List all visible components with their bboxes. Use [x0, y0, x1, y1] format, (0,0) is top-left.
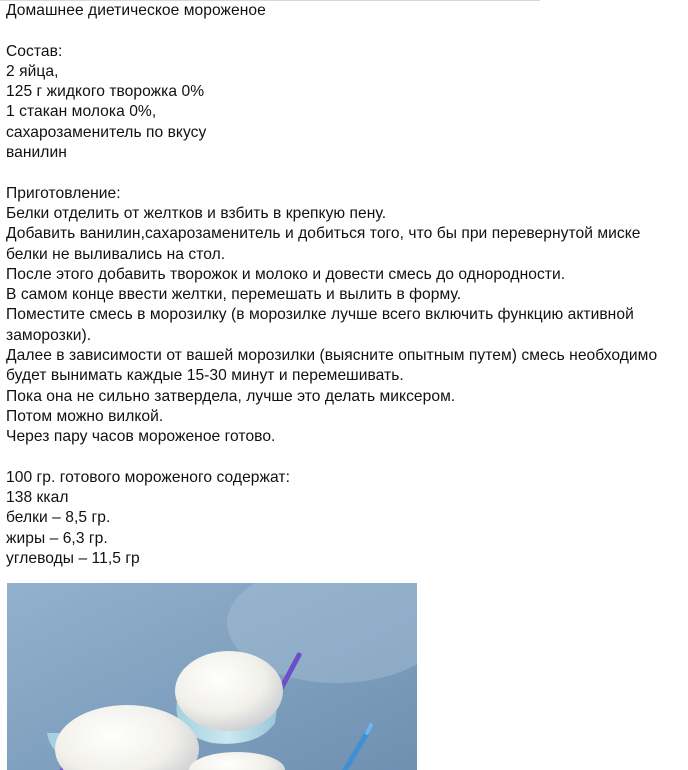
nutrition-item: белки – 8,5 гр.	[6, 509, 111, 527]
ingredient-item: ванилин	[6, 144, 67, 162]
ice-cream-photo	[7, 583, 417, 770]
nutrition-item: жиры – 6,3 гр.	[6, 529, 108, 547]
preparation-line: Потом можно вилкой.	[6, 407, 164, 425]
spacer	[6, 163, 682, 183]
ingredient-item: 125 г жидкого творожка 0%	[6, 83, 205, 101]
preparation-line: белки не выливались на стол.	[6, 245, 226, 263]
recipe-title: Домашнее диетическое мороженое	[6, 2, 266, 19]
spacer	[6, 21, 682, 41]
preparation-line: В самом конце ввести желтки, перемешать и вылить в форму.	[6, 286, 462, 304]
spacer	[6, 448, 682, 468]
ingredient-item: 1 стакан молока 0%,	[6, 103, 157, 121]
preparation-heading: Приготовление:	[6, 184, 121, 202]
nutrition-item: углеводы – 11,5 гр	[6, 550, 140, 568]
ingredients-heading: Состав:	[6, 42, 63, 60]
preparation-line: заморозки).	[6, 326, 92, 344]
preparation-line: Через пару часов мороженое готово.	[6, 428, 276, 446]
preparation-line: будет вынимать каждые 15-30 минут и перемешивать.	[6, 367, 404, 385]
preparation-line: Белки отделить от желтков и взбить в крепкую пену.	[6, 204, 387, 222]
recipe-document	[6, 1, 682, 569]
preparation-line: После этого добавить творожок и молоко и довести смесь до однородности.	[6, 265, 566, 283]
preparation-line: Добавить ванилин,сахарозаменитель и добиться того, что бы при перевернутой миске	[6, 225, 641, 243]
back-scoop	[175, 651, 283, 731]
preparation-line: Пока она не сильно затвердела, лучше это делать миксером.	[6, 387, 456, 405]
nutrition-item: 138 ккал	[6, 489, 69, 507]
preparation-line: Далее в зависимости от вашей морозилки (выясните опытным путем) смесь необходимо	[6, 347, 658, 365]
nutrition-heading: 100 гр. готового мороженого содержат:	[6, 468, 290, 486]
ingredient-item: 2 яйца,	[6, 62, 59, 80]
preparation-line: Поместите смесь в морозилку (в морозилке лучше всего включить функцию активной	[6, 306, 634, 324]
ingredient-item: сахарозаменитель по вкусу	[6, 123, 207, 141]
